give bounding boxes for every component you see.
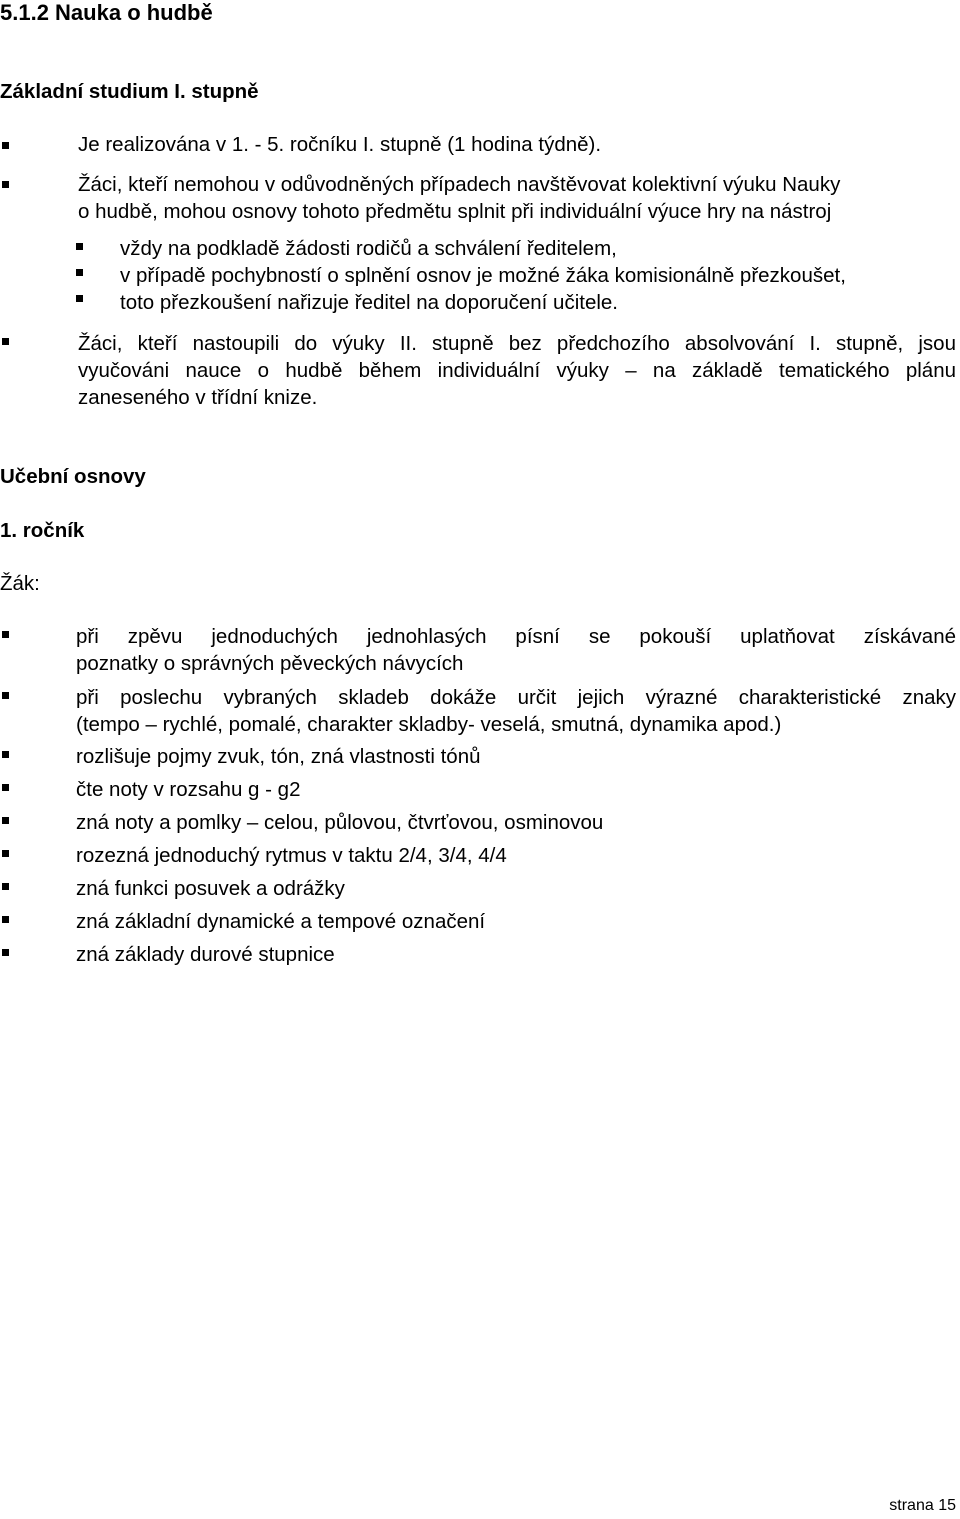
pupil-label: Žák: <box>0 572 40 595</box>
intro-subitem: toto přezkoušení nařizuje ředitel na doporučení učitele. <box>120 291 619 314</box>
bullet-icon <box>2 949 9 956</box>
bullet-icon <box>2 631 9 638</box>
grade-heading: 1. ročník <box>0 519 85 542</box>
intro-subitem: v případě pochybností o splnění osnov je možné žáka komisionálně přezkoušet, <box>120 264 846 287</box>
section-heading: 5.1.2 Nauka o hudbě <box>0 0 213 25</box>
curriculum-item: rozlišuje pojmy zvuk, tón, zná vlastnosti tónů <box>76 745 481 768</box>
bullet-icon <box>2 817 9 824</box>
bullet-icon <box>2 142 9 149</box>
intro-item-3-line-2: vyučováni nauce o hudbě během individuální výuky – na základě tematického plánu <box>78 359 956 382</box>
intro-item-1: Je realizována v 1. - 5. ročníku I. stupně (1 hodina týdně). <box>78 133 602 156</box>
curriculum-item-2-line-2: (tempo – rychlé, pomalé, charakter skladby- veselá, smutná, dynamika apod.) <box>76 713 782 736</box>
page-number: strana 15 <box>889 1497 956 1514</box>
curriculum-item: zná funkci posuvek a odrážky <box>76 877 345 900</box>
curriculum-item-1-line-1: při zpěvu jednoduchých jednohlasých písní se pokouší uplatňovat získávané <box>76 625 956 648</box>
bullet-icon <box>2 916 9 923</box>
intro-item-3-line-3: zaneseného v třídní knize. <box>78 386 318 409</box>
intro-item-3-line-1: Žáci, kteří nastoupili do výuky II. stupně bez předchozího absolvování I. stupně, jsou <box>78 332 956 355</box>
curriculum-item: rozezná jednoduchý rytmus v taktu 2/4, 3/4, 4/4 <box>76 844 507 867</box>
curriculum-item: zná noty a pomlky – celou, půlovou, čtvrťovou, osminovou <box>76 811 604 834</box>
curriculum-item-2-line-1: při poslechu vybraných skladeb dokáže určit jejich výrazné charakteristické znaky <box>76 686 956 709</box>
bullet-icon <box>2 692 9 699</box>
bullet-icon <box>2 883 9 890</box>
intro-subitem: vždy na podkladě žádosti rodičů a schválení ředitelem, <box>120 237 617 260</box>
intro-item-2-line-1: Žáci, kteří nemohou v odůvodněných případech navštěvovat kolektivní výuku Nauky <box>78 173 841 196</box>
bullet-icon <box>2 850 9 857</box>
curriculum-item-1-line-2: poznatky o správných pěveckých návycích <box>76 652 464 675</box>
bullet-icon <box>2 181 9 188</box>
bullet-icon <box>76 243 83 250</box>
bullet-icon <box>76 269 83 276</box>
curriculum-item: zná základní dynamické a tempové označení <box>76 910 486 933</box>
bullet-icon <box>2 338 9 345</box>
bullet-icon <box>76 295 83 302</box>
curriculum-item: zná základy durové stupnice <box>76 943 335 966</box>
curriculum-heading: Učební osnovy <box>0 465 146 488</box>
curriculum-item: čte noty v rozsahu g - g2 <box>76 778 301 801</box>
bullet-icon <box>2 751 9 758</box>
bullet-icon <box>2 784 9 791</box>
intro-item-2-line-2: o hudbě, mohou osnovy tohoto předmětu splnit při individuální výuce hry na nástroj <box>78 200 832 223</box>
section-subheading: Základní studium I. stupně <box>0 80 259 103</box>
